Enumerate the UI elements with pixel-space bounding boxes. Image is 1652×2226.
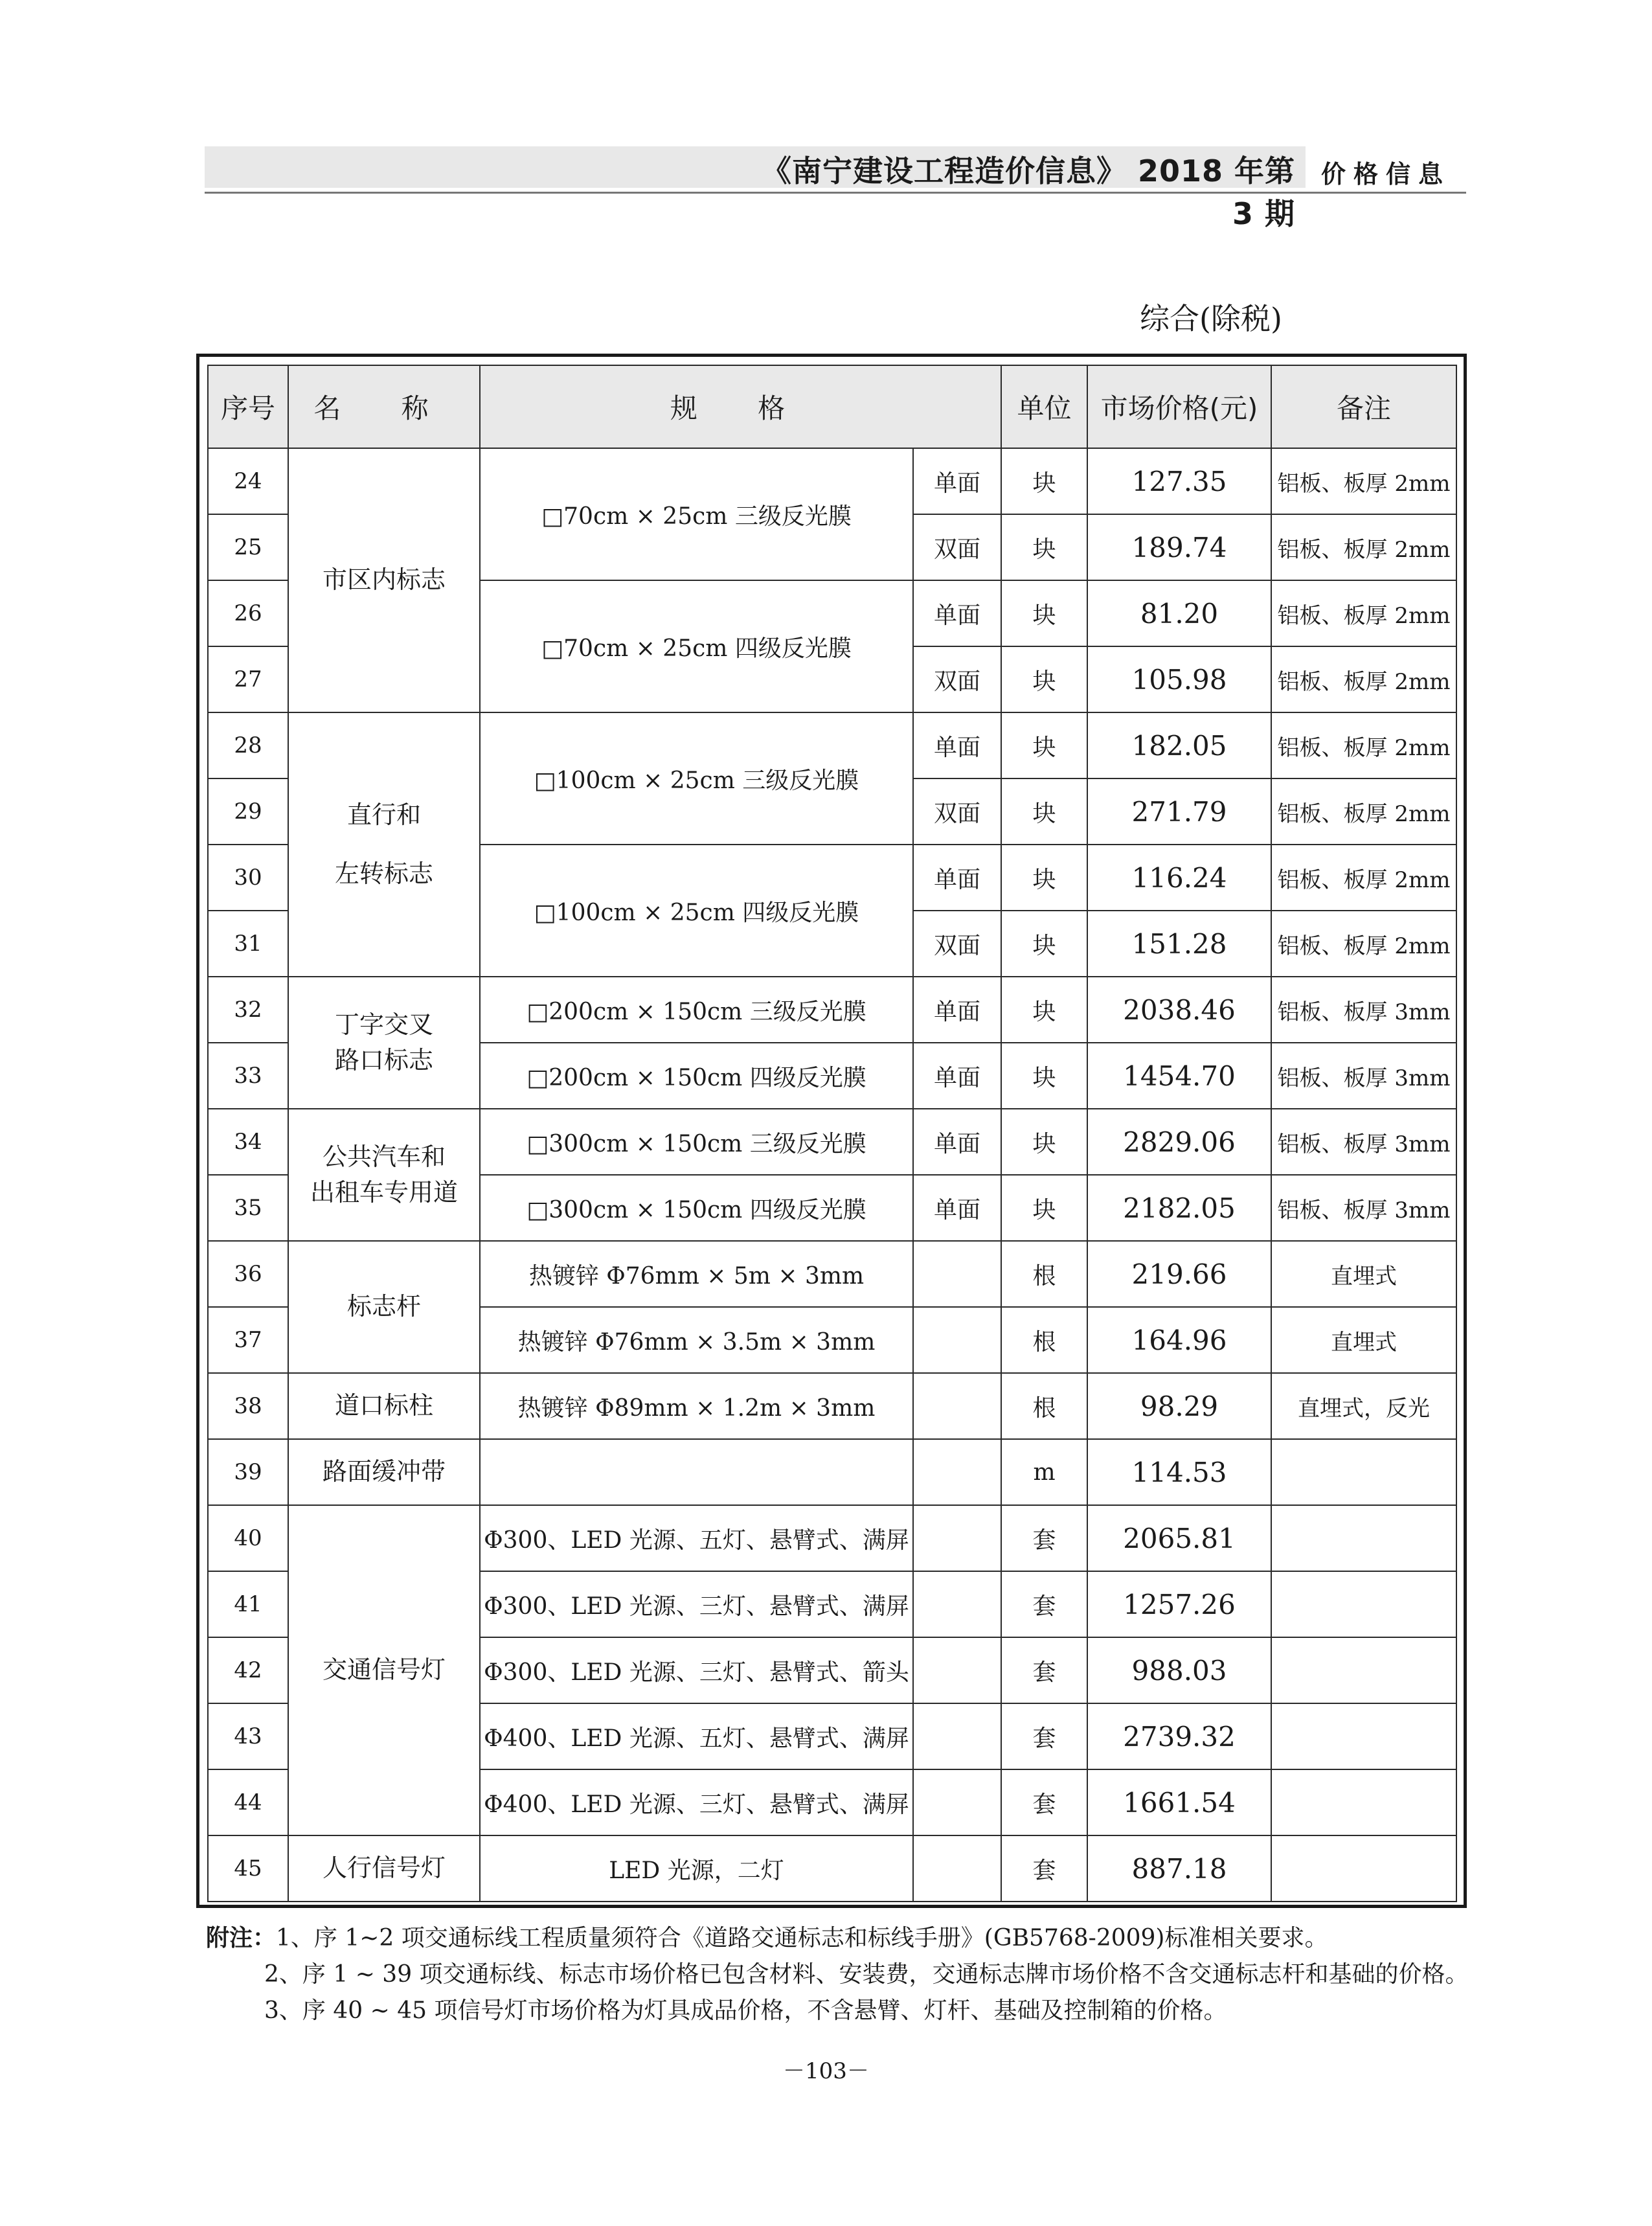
row-no: 38 xyxy=(208,1373,288,1439)
row-no: 44 xyxy=(208,1769,288,1835)
row-no: 43 xyxy=(208,1703,288,1769)
item-side xyxy=(913,1439,1001,1505)
item-spec: □200cm × 150cm 三级反光膜 xyxy=(480,977,913,1043)
item-note: 铝板、板厚 3mm xyxy=(1271,977,1456,1043)
item-spec: 热镀锌 Φ76mm × 3.5m × 3mm xyxy=(480,1307,913,1373)
item-side xyxy=(913,1835,1001,1902)
item-note: 铝板、板厚 3mm xyxy=(1271,1043,1456,1109)
item-spec: LED 光源，二灯 xyxy=(480,1835,913,1902)
row-no: 33 xyxy=(208,1043,288,1109)
section-label: 价格信息 xyxy=(1321,160,1451,188)
item-note: 直埋式 xyxy=(1271,1241,1456,1307)
item-price: 988.03 xyxy=(1087,1637,1271,1703)
item-note: 铝板、板厚 2mm xyxy=(1271,514,1456,580)
header-note: 备注 xyxy=(1271,365,1456,448)
row-no: 37 xyxy=(208,1307,288,1373)
item-note: 铝板、板厚 2mm xyxy=(1271,778,1456,845)
price-table xyxy=(207,365,1457,1902)
item-unit: 块 xyxy=(1001,845,1087,911)
table-row xyxy=(208,1109,1456,1175)
item-spec: Φ300、LED 光源、三灯、悬臂式、满屏 xyxy=(480,1571,913,1637)
footnote-3: 3、序 40 ~ 45 项信号灯市场价格为灯具成品价格，不含悬臂、灯杆、基础及控制箱的价格。 xyxy=(264,1997,1227,2024)
table-row xyxy=(208,1505,1456,1571)
item-note xyxy=(1271,1571,1456,1637)
item-side: 双面 xyxy=(913,514,1001,580)
item-unit: 块 xyxy=(1001,580,1087,646)
item-side: 单面 xyxy=(913,712,1001,778)
item-spec: 热镀锌 Φ76mm × 5m × 3mm xyxy=(480,1241,913,1307)
item-spec: □300cm × 150cm 三级反光膜 xyxy=(480,1109,913,1175)
item-price: 98.29 xyxy=(1087,1373,1271,1439)
item-side xyxy=(913,1571,1001,1637)
item-unit: 块 xyxy=(1001,1043,1087,1109)
item-price: 2829.06 xyxy=(1087,1109,1271,1175)
item-unit: 块 xyxy=(1001,448,1087,514)
table-row xyxy=(208,977,1456,1043)
header-price: 市场价格(元) xyxy=(1087,365,1271,448)
item-price: 2739.32 xyxy=(1087,1703,1271,1769)
item-price: 1661.54 xyxy=(1087,1769,1271,1835)
item-unit: m xyxy=(1001,1439,1087,1505)
item-side xyxy=(913,1703,1001,1769)
row-no: 25 xyxy=(208,514,288,580)
footnote-1 xyxy=(206,1920,1501,1957)
item-price: 271.79 xyxy=(1087,778,1271,845)
row-no: 39 xyxy=(208,1439,288,1505)
row-no: 32 xyxy=(208,977,288,1043)
item-unit: 根 xyxy=(1001,1307,1087,1373)
item-note xyxy=(1271,1505,1456,1571)
item-unit: 块 xyxy=(1001,712,1087,778)
item-note xyxy=(1271,1835,1456,1902)
item-name: 标志杆 xyxy=(288,1241,480,1373)
row-no: 24 xyxy=(208,448,288,514)
page-number: －103－ xyxy=(783,2058,869,2084)
item-unit: 块 xyxy=(1001,646,1087,712)
item-name: 丁字交叉 路口标志 xyxy=(288,977,480,1109)
item-name: 路面缓冲带 xyxy=(288,1439,480,1505)
item-unit: 块 xyxy=(1001,778,1087,845)
item-price: 81.20 xyxy=(1087,580,1271,646)
item-unit: 块 xyxy=(1001,911,1087,977)
item-price: 189.74 xyxy=(1087,514,1271,580)
item-spec: Φ300、LED 光源、三灯、悬臂式、箭头 xyxy=(480,1637,913,1703)
item-unit: 套 xyxy=(1001,1637,1087,1703)
row-no: 29 xyxy=(208,778,288,845)
item-name: 公共汽车和 出租车专用道 xyxy=(288,1109,480,1241)
item-side xyxy=(913,1241,1001,1307)
table-row xyxy=(208,1835,1456,1902)
item-price: 1454.70 xyxy=(1087,1043,1271,1109)
item-name: 交通信号灯 xyxy=(288,1505,480,1835)
item-unit: 套 xyxy=(1001,1703,1087,1769)
item-spec: □100cm × 25cm 四级反光膜 xyxy=(480,845,913,977)
row-no: 26 xyxy=(208,580,288,646)
item-spec: □70cm × 25cm 四级反光膜 xyxy=(480,580,913,712)
item-price: 1257.26 xyxy=(1087,1571,1271,1637)
item-price: 2065.81 xyxy=(1087,1505,1271,1571)
footnote-text: 1、序 1~2 项交通标线工程质量须符合《道路交通标志和标线手册》(GB5768-2009)标准相关要求。 xyxy=(276,1925,1328,1951)
footnote-2: 2、序 1 ~ 39 项交通标线、标志市场价格已包含材料、安装费，交通标志牌市场价格不含交通标志杆和基础的价格。 xyxy=(264,1961,1469,1988)
item-note: 直埋式，反光 xyxy=(1271,1373,1456,1439)
row-no: 35 xyxy=(208,1175,288,1241)
item-unit: 块 xyxy=(1001,977,1087,1043)
item-side xyxy=(913,1505,1001,1571)
item-spec: Φ400、LED 光源、三灯、悬臂式、满屏 xyxy=(480,1769,913,1835)
item-spec: □300cm × 150cm 四级反光膜 xyxy=(480,1175,913,1241)
item-note: 直埋式 xyxy=(1271,1307,1456,1373)
item-unit: 块 xyxy=(1001,1109,1087,1175)
item-note: 铝板、板厚 3mm xyxy=(1271,1109,1456,1175)
item-spec: Φ300、LED 光源、五灯、悬臂式、满屏 xyxy=(480,1505,913,1571)
table-row xyxy=(208,1241,1456,1307)
item-side: 单面 xyxy=(913,845,1001,911)
item-name: 市区内标志 xyxy=(288,448,480,712)
table-row xyxy=(208,1439,1456,1505)
item-unit: 套 xyxy=(1001,1571,1087,1637)
footnotes xyxy=(206,1920,1501,2029)
row-no: 45 xyxy=(208,1835,288,1902)
row-no: 36 xyxy=(208,1241,288,1307)
item-spec: 热镀锌 Φ89mm × 1.2m × 3mm xyxy=(480,1373,913,1439)
item-side xyxy=(913,1637,1001,1703)
item-side: 双面 xyxy=(913,911,1001,977)
row-no: 34 xyxy=(208,1109,288,1175)
item-side: 单面 xyxy=(913,448,1001,514)
row-no: 30 xyxy=(208,845,288,911)
item-side: 单面 xyxy=(913,1175,1001,1241)
item-note: 铝板、板厚 2mm xyxy=(1271,580,1456,646)
item-note: 铝板、板厚 2mm xyxy=(1271,712,1456,778)
item-unit: 块 xyxy=(1001,514,1087,580)
publication-title: 《南宁建设工程造价信息》 2018 年第 3 期 xyxy=(761,153,1295,231)
header-no: 序号 xyxy=(208,365,288,448)
item-price: 151.28 xyxy=(1087,911,1271,977)
header-spec: 规 格 xyxy=(480,365,1001,448)
item-price: 219.66 xyxy=(1087,1241,1271,1307)
item-spec: □100cm × 25cm 三级反光膜 xyxy=(480,712,913,845)
table-row xyxy=(208,1373,1456,1439)
item-unit: 套 xyxy=(1001,1835,1087,1902)
row-no: 28 xyxy=(208,712,288,778)
item-spec xyxy=(480,1439,913,1505)
item-side: 单面 xyxy=(913,1109,1001,1175)
item-note: 铝板、板厚 3mm xyxy=(1271,1175,1456,1241)
item-unit: 根 xyxy=(1001,1373,1087,1439)
item-note: 铝板、板厚 2mm xyxy=(1271,911,1456,977)
item-note: 铝板、板厚 2mm xyxy=(1271,845,1456,911)
item-price: 164.96 xyxy=(1087,1307,1271,1373)
item-price: 182.05 xyxy=(1087,712,1271,778)
item-note xyxy=(1271,1769,1456,1835)
item-unit: 套 xyxy=(1001,1505,1087,1571)
header-unit: 单位 xyxy=(1001,365,1087,448)
item-price: 114.53 xyxy=(1087,1439,1271,1505)
row-no: 31 xyxy=(208,911,288,977)
item-side: 双面 xyxy=(913,646,1001,712)
item-price: 2182.05 xyxy=(1087,1175,1271,1241)
item-side: 单面 xyxy=(913,1043,1001,1109)
item-side: 单面 xyxy=(913,977,1001,1043)
item-note xyxy=(1271,1439,1456,1505)
item-note: 铝板、板厚 2mm xyxy=(1271,646,1456,712)
header-divider xyxy=(205,192,1466,194)
item-unit: 块 xyxy=(1001,1175,1087,1241)
item-name: 道口标柱 xyxy=(288,1373,480,1439)
row-no: 40 xyxy=(208,1505,288,1571)
item-note xyxy=(1271,1637,1456,1703)
item-side: 单面 xyxy=(913,580,1001,646)
table-subtitle: 综合(除税) xyxy=(1140,301,1282,336)
row-no: 42 xyxy=(208,1637,288,1703)
item-name: 人行信号灯 xyxy=(288,1835,480,1902)
item-note: 铝板、板厚 2mm xyxy=(1271,448,1456,514)
header-name: 名 称 xyxy=(288,365,480,448)
item-spec: Φ400、LED 光源、五灯、悬臂式、满屏 xyxy=(480,1703,913,1769)
item-price: 116.24 xyxy=(1087,845,1271,911)
footnote-lead: 附注： xyxy=(206,1925,277,1951)
item-unit: 根 xyxy=(1001,1241,1087,1307)
item-price: 105.98 xyxy=(1087,646,1271,712)
item-unit: 套 xyxy=(1001,1769,1087,1835)
item-side: 双面 xyxy=(913,778,1001,845)
item-price: 127.35 xyxy=(1087,448,1271,514)
item-side xyxy=(913,1769,1001,1835)
table-header-row xyxy=(208,365,1456,448)
item-side xyxy=(913,1307,1001,1373)
item-price: 887.18 xyxy=(1087,1835,1271,1902)
item-spec: □200cm × 150cm 四级反光膜 xyxy=(480,1043,913,1109)
item-side xyxy=(913,1373,1001,1439)
item-spec: □70cm × 25cm 三级反光膜 xyxy=(480,448,913,580)
row-no: 41 xyxy=(208,1571,288,1637)
row-no: 27 xyxy=(208,646,288,712)
table-row xyxy=(208,712,1456,778)
item-price: 2038.46 xyxy=(1087,977,1271,1043)
item-name: 直行和 左转标志 xyxy=(288,712,480,977)
item-note xyxy=(1271,1703,1456,1769)
table-row xyxy=(208,448,1456,514)
